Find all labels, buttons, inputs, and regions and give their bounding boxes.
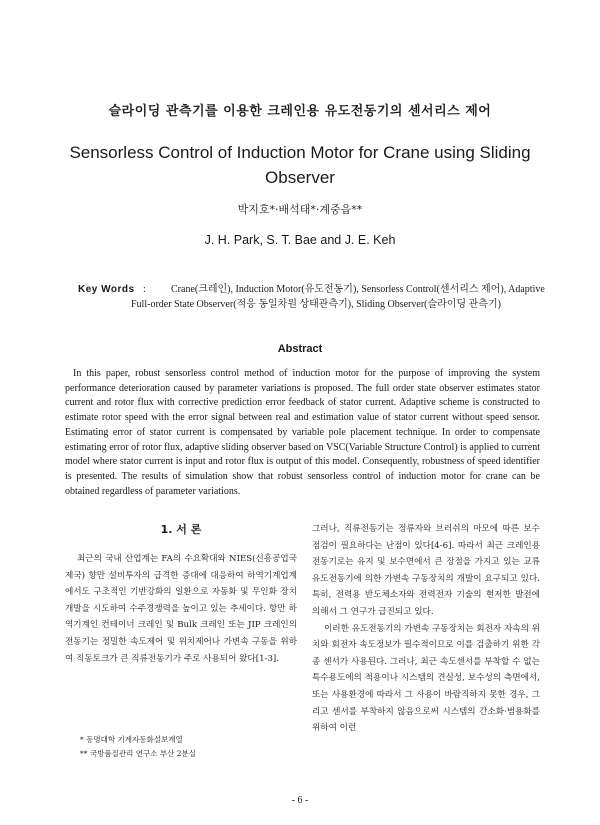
keywords-label: Key Words bbox=[78, 284, 135, 295]
english-title: Sensorless Control of Induction Motor for Crane using Sliding Observer bbox=[69, 143, 531, 187]
footnotes bbox=[80, 733, 300, 761]
abstract-body: In this paper, robust sensorless control method of induction motor for the purpose of improving the system performance deterioration caused by parameter variations is proposed. The full order state observer estimates stator current and rotor flux with corrective prediction error feedback of stator current. Adaptive scheme is constructed to estimate rotor speed with the error signal between real and estimation value of stator current without speed sensor. Estimating error of stator current is compensated by variable pole placement technique. In order to compensate estimating error of rotor flux, adaptive sliding observer based on VSC(Variable Structure Control) is applied to current model where stator current is input and rotor flux is output of this model. Consequently, robustness of speed identifier is presented. The results of simulation show that robust sensorless control of induction motor for crane can be obtained regardless of parameter variations. bbox=[65, 368, 540, 497]
left-column bbox=[65, 521, 297, 667]
intro-paragraph-left: 최근의 국내 산업계는 FA의 수요확대와 NIES(신흥공업국제국) 향만 설비투자의 급격한 증대에 대응하여 하역기계업계에서도 구조적인 기반강화의 일환으로 자동화 및 무인화 장치개발을 시도하여 수주경쟁력을 높이고 있는 추세이다. 항만 하역기계인 컨테이너 크레인 및 Bulk 크레인 또는 JIP 크레인의 전동기는 정밀한 속도제어 및 위치제어나 가변속 구동을 위하여 직동토크가 큰 직류전동기가 주로 사용되어 왔다[1-3]. bbox=[65, 554, 297, 664]
footnote-affiliation-1: * 동명대학 기계자동화설보계열 bbox=[80, 735, 183, 744]
keywords-separator: : bbox=[143, 284, 146, 295]
authors-english: J. H. Park, S. T. Bae and J. E. Keh bbox=[204, 233, 396, 247]
korean-title: 슬라이딩 관측기를 이용한 크레인용 유도전동기의 센서리스 제어 bbox=[108, 104, 492, 119]
authors-korean: 박지호*·배석태*·계중읍** bbox=[237, 203, 363, 216]
intro-paragraph-right-1: 그러나, 직류전동기는 정류자와 브러쉬의 마모에 따른 보수 점검이 필요하다는 난점이 있다[4-6]. 따라서 최근 크레인용 전동기로는 유지 및 보수면에서 큰 장점을 가지고 있는 교류 유도전동기에 의한 가변속 구동장치의 개발이 요구되고 있다. 특히, 전력용 반도체소자와 전력전자 기술의 현저한 발전에 의해서 그 연구가 급진되고 있다. bbox=[312, 524, 540, 617]
page-number: - 6 - bbox=[291, 795, 309, 806]
footnote-affiliation-2: ** 국방품질관리 연구소 부산 2분실 bbox=[80, 749, 196, 758]
keywords-text: Crane(크레인), Induction Motor(유도전동기), Sensorless Control(센서리스 제어), Adaptive Full-order State Observer(적응 동일차원 상태관측기), Sliding Observer(슬라이딩 관측기) bbox=[131, 284, 545, 310]
abstract-heading: Abstract bbox=[277, 343, 323, 355]
intro-paragraph-right-2: 이러한 유도전동기의 가변속 구동장치는 회전자 자속의 위치와 회전자 속도정보가 필수적이므로 이를 검출하기 위한 각종 센서가 사용된다. 그러나, 최근 속도센서를 부착할 수 없는 특수용도에의 적용이나 시스템의 견실성, 보수성의 측면에서, 또는 사용환경에 따라서 그 사용이 바람직하지 못한 경우, 그리고 센서를 부착하지 않음으로써 시스템의 간소화·범용화를 위하여 이런 bbox=[312, 623, 540, 734]
right-column bbox=[312, 521, 540, 737]
section-heading-introduction: 1. 서 론 bbox=[160, 523, 202, 536]
